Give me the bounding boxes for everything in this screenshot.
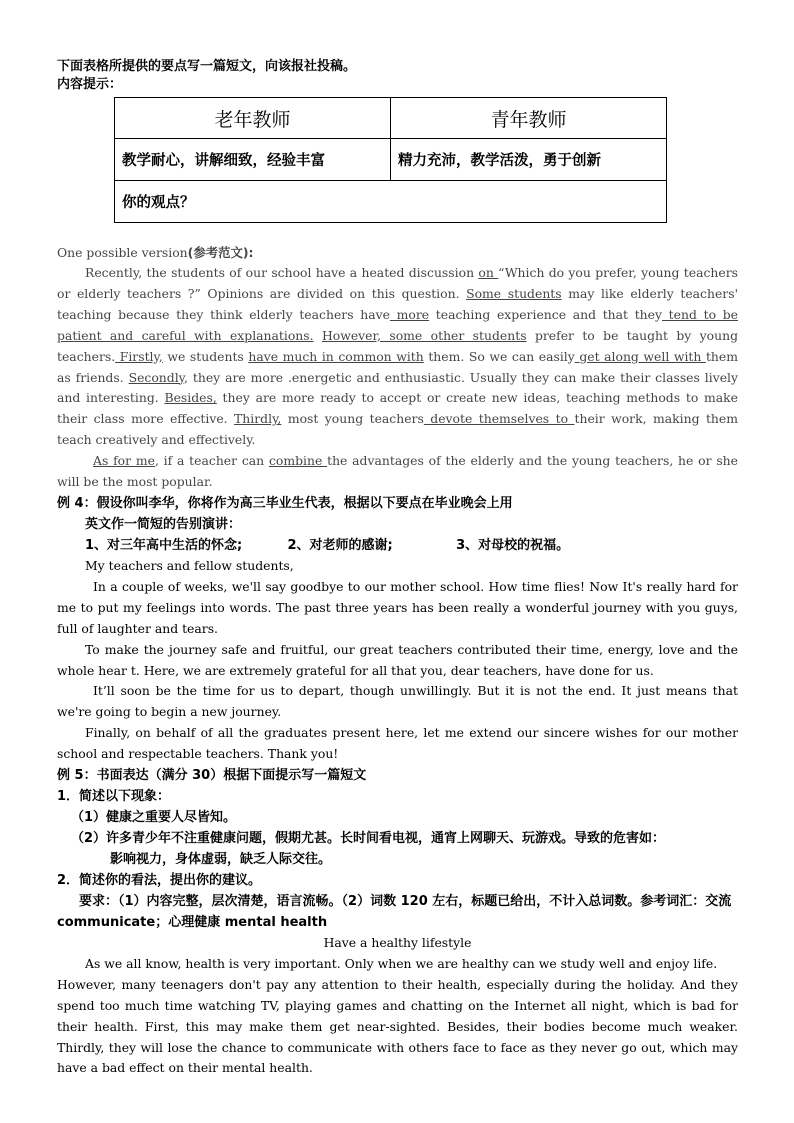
example5-sub-1: （1）健康之重要人尽皆知。 <box>71 810 237 826</box>
essay1-p1-segment: , they are more .energetic and enthusiastic. Usually they can make their classes lively and interesting. <box>57 369 738 406</box>
essay1-p1-segment: they are more ready to accept or create new ideas, teaching methods to make their class more effective. <box>57 390 739 427</box>
essay-title: Have a healthy lifestyle <box>323 935 472 951</box>
essay1-p1-segment-underlined: Secondly <box>128 369 185 385</box>
speech-paragraph-1: In a couple of weeks, we'll say goodbye to our mother school. How time flies! Now It's really hard for me to put my feelings into words. The past three years has been really a wonderful journey with you guys, full of laughter and tears. <box>57 578 738 636</box>
example4-title-cont: 英文作一简短的告别演讲： <box>85 516 242 532</box>
essay1-p1-segment-underlined: have much in common with <box>248 348 424 364</box>
essay1-p2-segment: , if a teacher can <box>154 453 269 469</box>
essay1-p1-segment-underlined: However, some other students <box>321 327 527 343</box>
essay1-paragraph-2 <box>57 451 738 493</box>
example5-requirements: 要求：（1）内容完整，层次清楚，语言流畅。（2）词数 120 左右，标题已给出，不计入总词数。参考词汇：交流 communicate；心理健康 mental health <box>57 894 732 931</box>
essay1-p1-segment-underlined: get along well with <box>574 348 706 364</box>
version-label <box>57 243 738 263</box>
table-cell-elderly: 教学耐心，讲解细致，经验丰富 <box>115 139 391 181</box>
example5-sub-2: （2）许多青少年不注重健康问题，假期尤甚。长时间看电视，通宵上网聊天、玩游戏。导致的危害如： <box>71 831 666 847</box>
essay1-p1-segment: most young teachers <box>281 411 424 427</box>
essay1-paragraph-1 <box>57 263 738 451</box>
table-head-young: 青年教师 <box>391 98 667 139</box>
essay1-p1-segment: “Which do you prefer, young teachers or elderly teachers ?” Opinions are divided on this question. <box>57 265 739 301</box>
essay1-p1-segment-underlined: Some students <box>466 285 562 301</box>
example4-points: 1、对三年高中生活的怀念; 2、对老师的感谢; 3、对母校的祝福。 <box>85 537 570 553</box>
example5-title: 例 5：书面表达（满分 30）根据下面提示写一篇短文 <box>57 768 367 784</box>
speech-paragraph-2: To make the journey safe and fruitful, our great teachers contributed their time, energy, love and the whole hear t. Here, we are extremely grateful for all that you, dear teachers, have done for us. <box>57 641 738 678</box>
speech-paragraph-4: Finally, on behalf of all the graduates present here, let me extend our sincere wishes for our mother school and respectable teachers. Thank you! <box>57 725 738 762</box>
essay1-p1-segment: we students <box>162 348 249 364</box>
speech-greeting: My teachers and fellow students, <box>85 557 294 573</box>
essay1-p1-segment-underlined: more <box>389 306 430 322</box>
essay1-p1-segment: their work, making them teach creatively and effectively. <box>57 411 738 448</box>
example5-item-2: 2．简述你的看法，提出你的建议。 <box>57 873 262 889</box>
essay1-p1-segment: them. So we can easily <box>423 348 575 364</box>
example5-sub-2-cont: 影响视力，身体虚弱，缺乏人际交往。 <box>110 852 332 868</box>
essay1-p2-segment: the advantages of the elderly and the young teachers, he or she will be the most popular. <box>57 453 738 490</box>
essay1-p1-segment-underlined: tend to be patient and careful with explanations. <box>57 306 738 343</box>
essay1-p1-segment-underlined: devote themselves to <box>423 411 575 427</box>
intro-line: 下面表格所提供的要点写一篇短文，向该报社投稿。 <box>57 59 357 74</box>
essay1-p1-segment: may like elderly teachers' teaching because they think elderly teachers have <box>57 285 739 322</box>
essay1-p1-segment-underlined: Thirdly, <box>234 411 282 427</box>
essay1-p2-segment-underlined: As for me <box>93 453 155 469</box>
version-en: One possible version <box>57 245 188 260</box>
essay1-p1-segment: them as friends. <box>57 348 738 385</box>
example5-item-1: 1．简述以下现象： <box>57 789 171 805</box>
version-cn: (参考范文): <box>187 245 254 260</box>
table-cell-young: 精力充沛，教学活泼，勇于创新 <box>391 139 667 181</box>
example4-title: 例 4：假设你叫李华，你将作为高三毕业生代表，根据以下要点在毕业晚会上用 <box>57 495 513 511</box>
hint-table <box>114 97 667 223</box>
content-hint: 内容提示： <box>57 77 123 92</box>
table-cell-opinion: 你的观点？ <box>115 181 667 223</box>
table-head-elderly: 老年教师 <box>115 98 391 139</box>
essay1-p1-segment <box>314 328 322 343</box>
essay1-p1-segment-underlined: on <box>478 265 499 280</box>
health-paragraph-1: As we all know, health is very important. Only when we are healthy can we study well and enjoy life. <box>85 955 718 971</box>
essay1-p1-segment-underlined: Besides, <box>164 390 217 406</box>
essay1-p1-segment: Recently, the students of our school have a heated discussion <box>85 265 479 280</box>
essay1-p1-segment: prefer to be taught by young teachers. <box>57 327 739 364</box>
essay1-p1-segment: teaching experience and that they <box>429 306 662 322</box>
essay1-p1-segment-underlined: Firstly, <box>115 348 163 364</box>
essay1-p2-segment-underlined: combine <box>268 453 328 469</box>
health-paragraph-2: However, many teenagers don't pay any attention to their health, especially during the holiday. And they spend too much time watching TV, playing games and chatting on the Internet all night, which is bad for their health. First, this may make them get near-sighted. Besides, their bodies become much weaker. Thirdly, they will lose the chance to communicate with others face to face as they never go out, which may have a bad effect on their mental health. <box>57 976 738 1076</box>
document-page <box>57 58 738 1079</box>
speech-paragraph-3: It’ll soon be the time for us to depart, though unwillingly. But it is not the end. It just means that we're going to begin a new journey. <box>57 683 738 720</box>
